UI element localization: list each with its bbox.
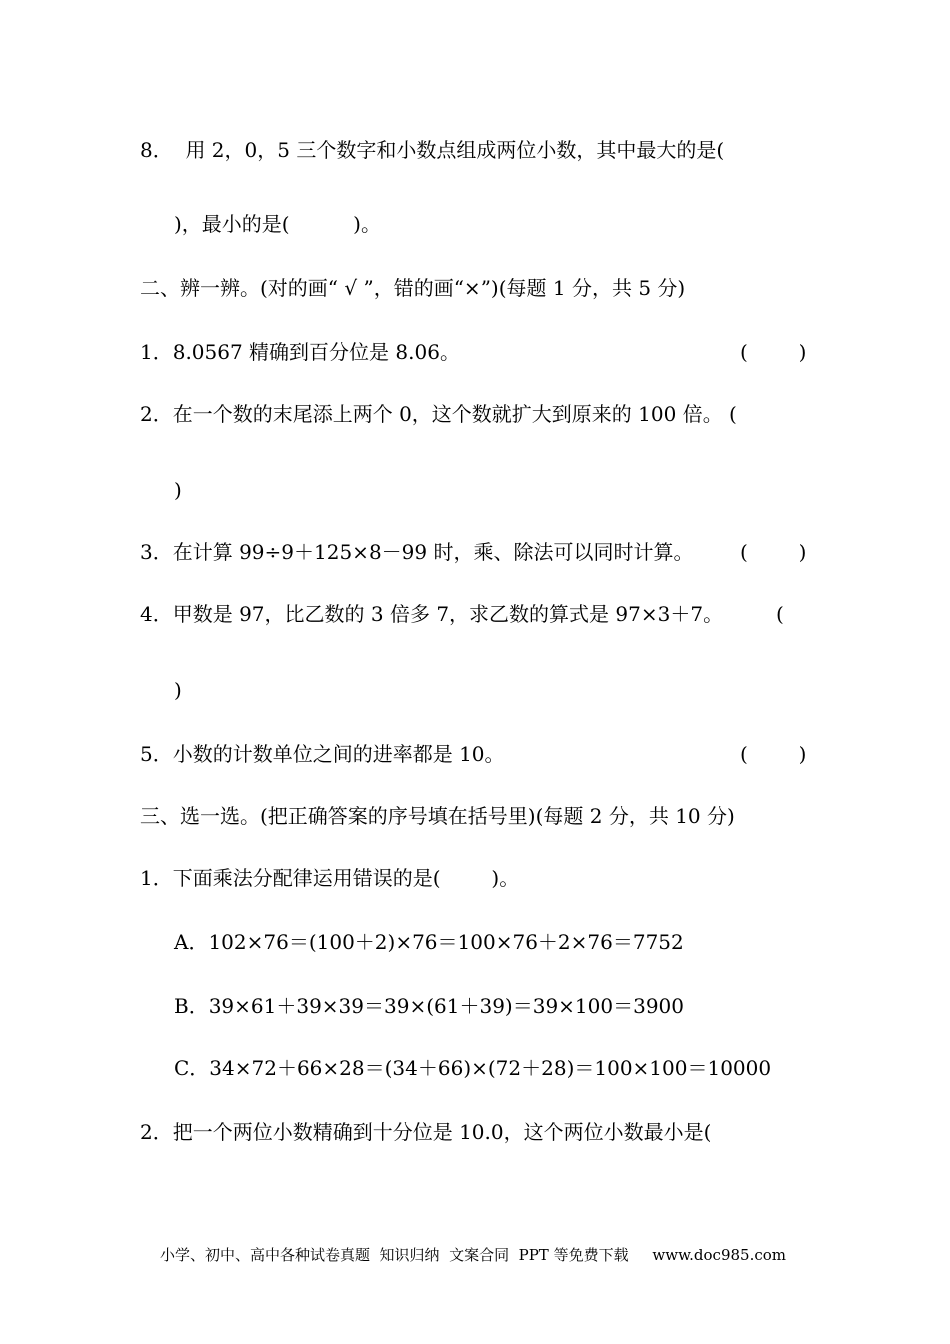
option-c: C．34×72＋66×28＝(34＋66)×(72＋28)＝100×100＝10000 [174, 1056, 772, 1080]
section-2-heading: 二、辨一辨。(对的画“ √ ”，错的画“×”)(每题 1 分，共 5 分) [140, 276, 686, 300]
section-3-question-2: 2．把一个两位小数精确到十分位是 10.0，这个两位小数最小是( [140, 1120, 712, 1144]
question-8-line-1: 8． 用 2，0，5 三个数字和小数点组成两位小数，其中最大的是( [140, 138, 725, 162]
section-2-item-1: 1．8.0567 精确到百分位是 8.06。 [140, 340, 460, 364]
section-2-item-2-paren-close: ) [174, 478, 182, 502]
section-2-item-2: 2．在一个数的末尾添上两个 0，这个数就扩大到原来的 100 倍。 ( [140, 402, 737, 426]
answer-paren-5[interactable]: ( ) [740, 742, 807, 766]
answer-paren-3[interactable]: ( ) [740, 540, 807, 564]
section-2-item-4-paren-close: ) [174, 678, 182, 702]
section-3-question-1: 1．下面乘法分配律运用错误的是( )。 [140, 866, 520, 890]
answer-paren-4-open[interactable]: ( [776, 602, 784, 626]
question-8-line-2: )，最小的是( )。 [174, 212, 381, 236]
section-2-item-3: 3．在计算 99÷9＋125×8－99 时，乘、除法可以同时计算。 [140, 540, 694, 564]
section-3-heading: 三、选一选。(把正确答案的序号填在括号里)(每题 2 分，共 10 分) [140, 804, 735, 828]
page-footer: 小学、初中、高中各种试卷真题 知识归纳 文案合同 PPT 等免费下载 www.doc985.com [160, 1246, 787, 1264]
option-a: A．102×76＝(100＋2)×76＝100×76＋2×76＝7752 [174, 930, 684, 954]
answer-paren-1[interactable]: ( ) [740, 340, 807, 364]
section-2-item-4: 4．甲数是 97，比乙数的 3 倍多 7，求乙数的算式是 97×3＋7。 [140, 602, 724, 626]
section-2-item-5: 5．小数的计数单位之间的进率都是 10。 [140, 742, 505, 766]
option-b: B．39×61＋39×39＝39×(61＋39)＝39×100＝3900 [174, 994, 684, 1018]
